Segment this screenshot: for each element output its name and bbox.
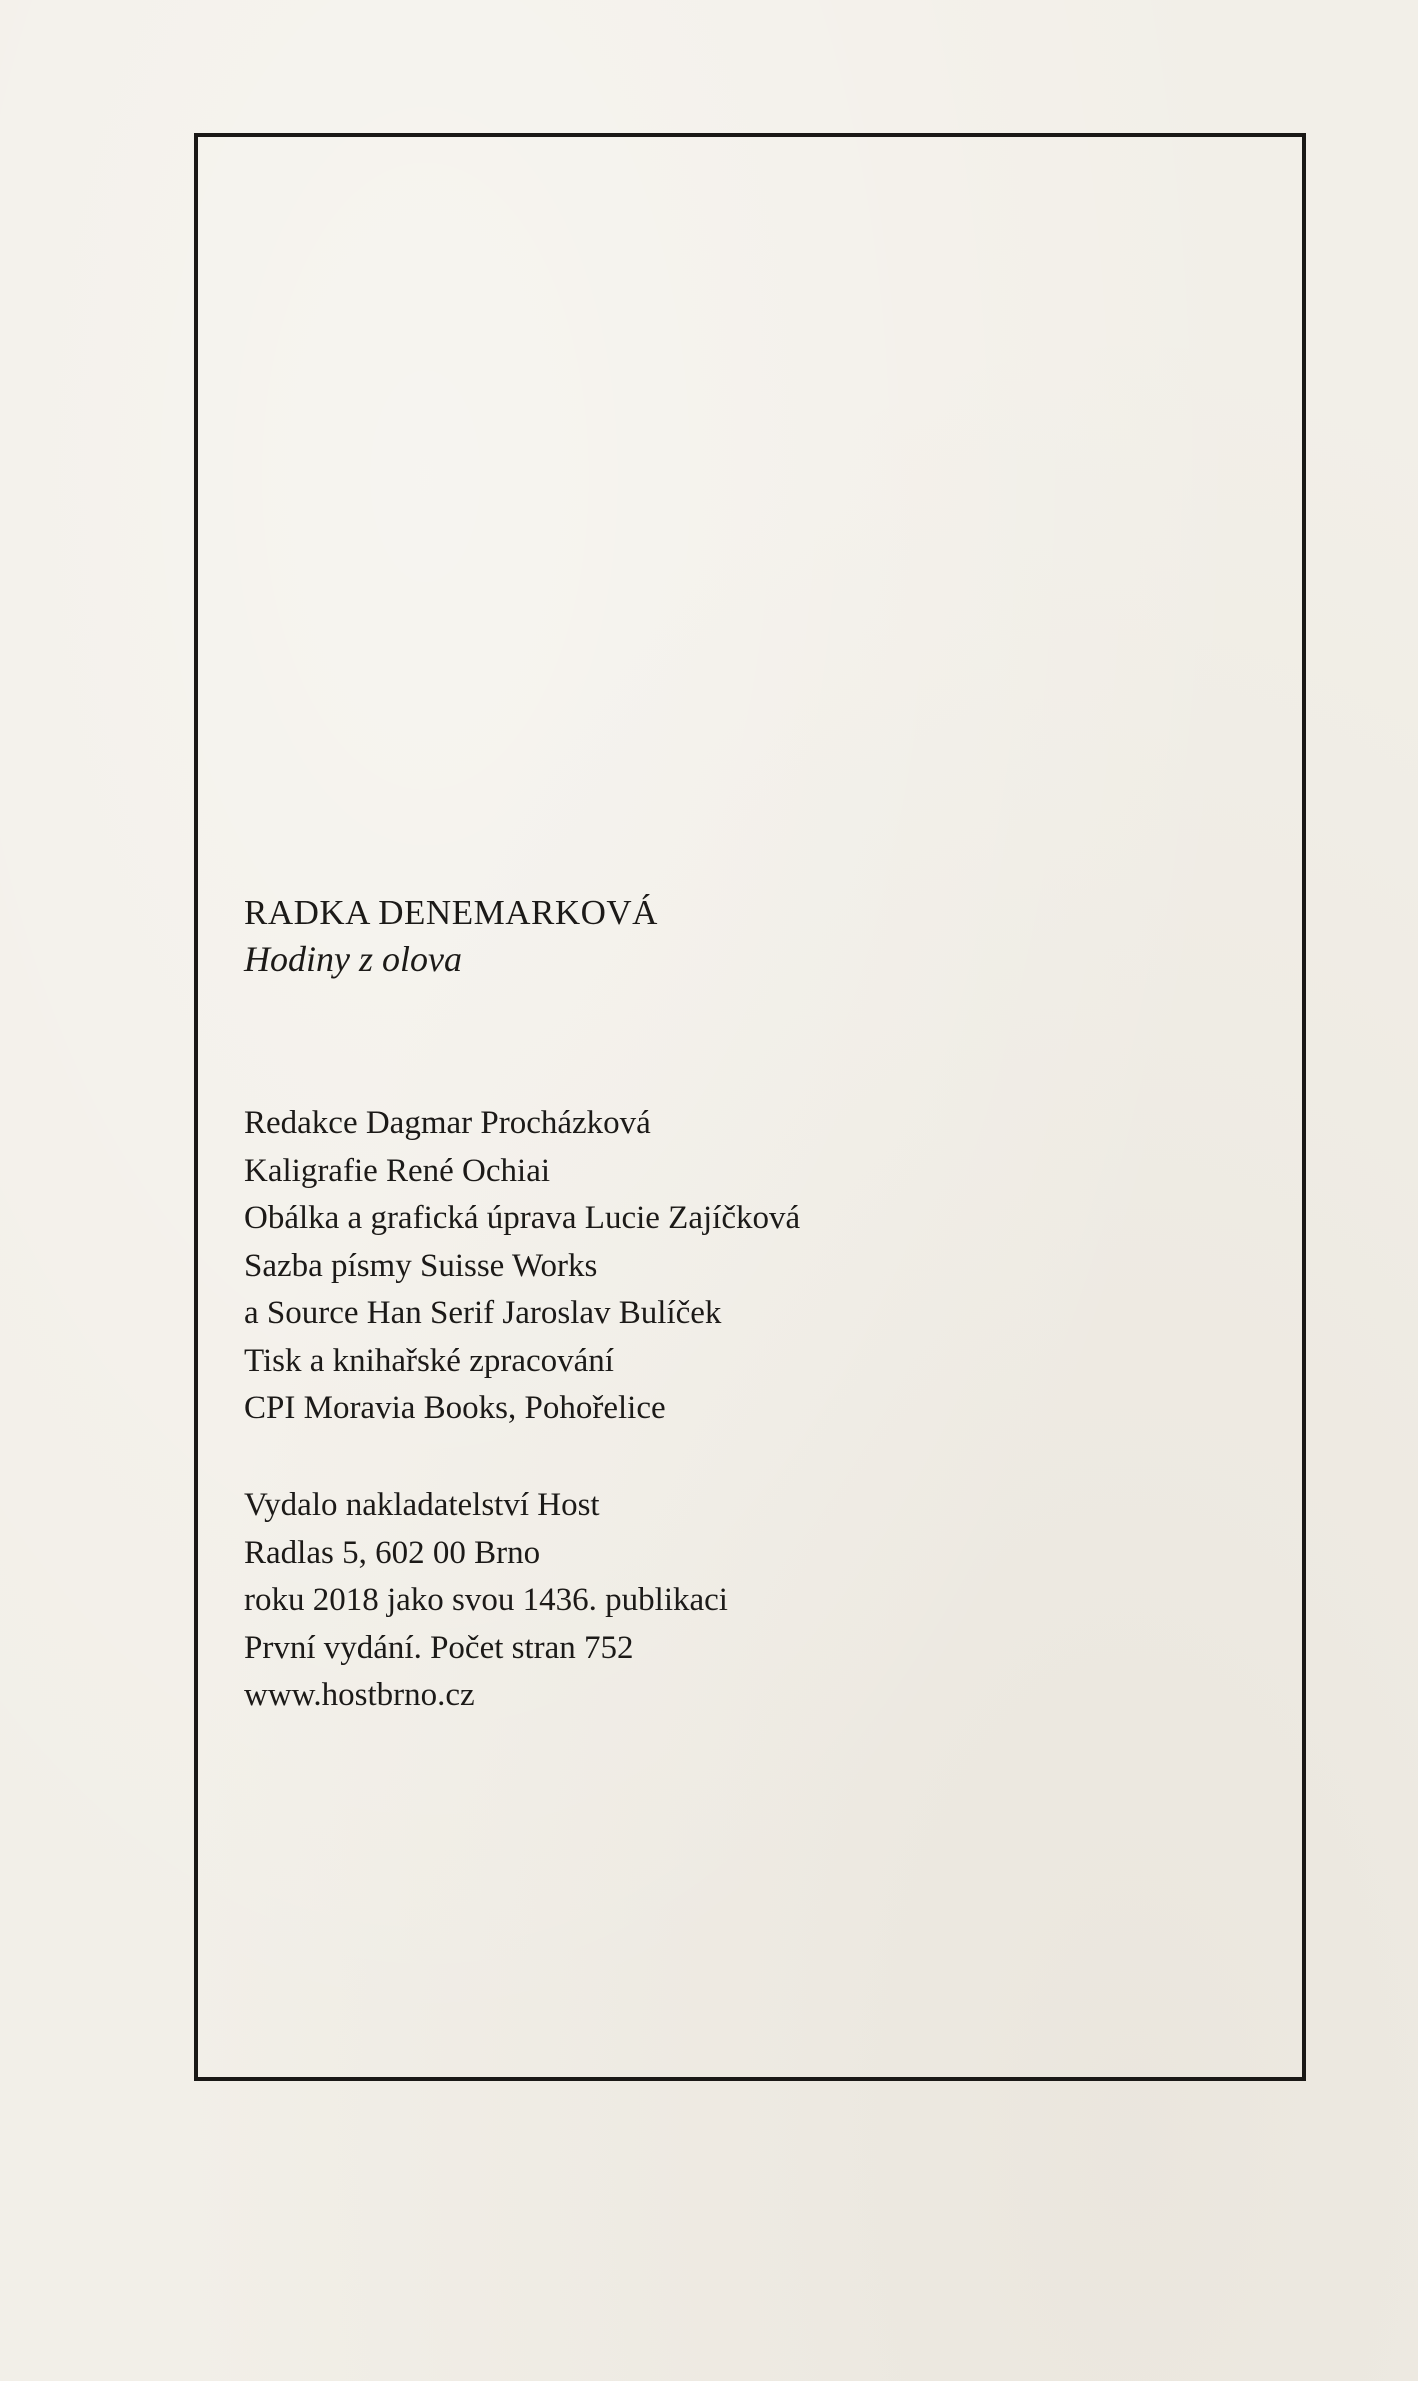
book-heading [244,890,658,982]
credit-line: Redakce Dagmar Procházková [244,1105,651,1141]
publisher-address: Radlas 5, 602 00 Brno [244,1534,541,1571]
publisher-info [244,1482,728,1720]
edition-info: První vydání. Počet stran 752 [244,1629,634,1666]
credit-line: CPI Moravia Books, Pohořelice [244,1390,666,1426]
book-title: Hodiny z olova [244,939,462,979]
publisher-line: Vydalo nakladatelství Host [244,1487,600,1523]
credit-line: Kaligrafie René Ochiai [244,1152,551,1189]
publisher-line: roku 2018 jako svou 1436. publikaci [244,1582,728,1618]
credit-line: a Source Han Serif Jaroslav Bulíček [244,1295,722,1331]
author-name: RADKA DENEMARKOVÁ [244,893,658,932]
credit-line: Sazba písmy Suisse Works [244,1247,598,1284]
credits-list [244,1100,800,1433]
publisher-website: www.hostbrno.cz [244,1677,475,1713]
credit-line: Tisk a knihařské zpracování [244,1342,614,1379]
credit-line: Obálka a grafická úprava Lucie Zajíčková [244,1200,801,1236]
